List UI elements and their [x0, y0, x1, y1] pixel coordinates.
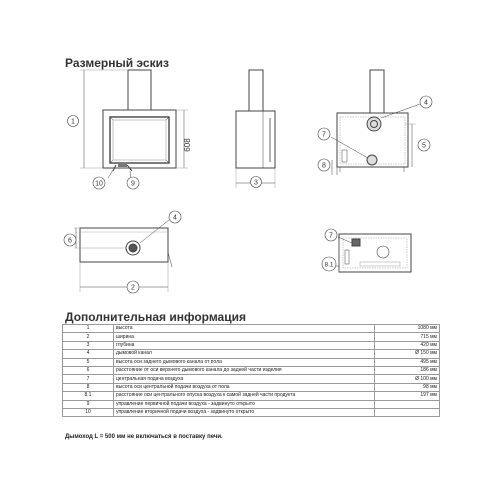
front-view — [80, 70, 188, 179]
row-label: расстояние оси центрального опуска воздуха к самой задней части продукта — [114, 392, 375, 400]
row-value: 715 мм — [375, 333, 440, 341]
callout-9 — [127, 177, 139, 189]
svg-text:8.1: 8.1 — [324, 261, 334, 269]
table-row — [63, 358, 440, 366]
row-value: Ø 100 мм — [375, 375, 440, 383]
table-row — [63, 333, 440, 341]
row-number: 5 — [63, 358, 114, 366]
row-number: 6 — [63, 366, 114, 374]
row-label: глубина — [114, 341, 375, 349]
table-row — [63, 383, 440, 391]
callout-3 — [251, 177, 262, 188]
table-row — [63, 408, 440, 416]
callout-8-1 — [322, 257, 336, 271]
callout-7-rear — [318, 128, 330, 140]
row-value: 186 мм — [375, 366, 440, 374]
svg-text:7: 7 — [329, 232, 333, 240]
svg-text:10: 10 — [95, 180, 103, 188]
row-label: ширина — [114, 333, 375, 341]
table-row — [63, 341, 440, 349]
row-value: 1080 мм — [375, 325, 440, 333]
spec-table — [62, 324, 440, 417]
svg-text:7: 7 — [322, 131, 326, 139]
footnote: Дымоход L = 500 мм не включаться в поставку печи. — [65, 434, 223, 440]
svg-text:8: 8 — [322, 162, 326, 170]
row-value: 495 мм — [375, 358, 440, 366]
svg-text:1: 1 — [71, 118, 75, 126]
svg-text:2: 2 — [131, 284, 135, 292]
row-value: 98 мм — [375, 383, 440, 391]
row-label: расстояние от оси верхнего дымового канала до задней части изделия — [114, 366, 375, 374]
row-label: высота — [114, 325, 375, 333]
svg-text:4: 4 — [424, 99, 428, 107]
row-number: 8.1 — [63, 392, 114, 400]
row-label: центральная подача воздуха — [114, 375, 375, 383]
callout-6 — [64, 234, 76, 246]
svg-text:5: 5 — [422, 142, 426, 150]
row-number: 7 — [63, 375, 114, 383]
row-value: 420 мм — [375, 341, 440, 349]
callout-7-bottom — [325, 229, 337, 241]
row-number: 3 — [63, 341, 114, 349]
side-view — [236, 70, 275, 188]
table-row — [63, 366, 440, 374]
callout-5 — [418, 139, 430, 151]
row-number: 2 — [63, 333, 114, 341]
top-view — [74, 220, 172, 292]
svg-text:3: 3 — [254, 179, 258, 187]
row-number: 4 — [63, 350, 114, 358]
info-title: Дополнительная информация — [65, 310, 246, 324]
dimension-608: 608 — [183, 138, 192, 152]
callout-8 — [318, 159, 330, 171]
callout-2 — [127, 281, 139, 293]
callout-10 — [93, 177, 105, 189]
svg-text:9: 9 — [131, 180, 135, 188]
svg-text:4: 4 — [173, 214, 177, 222]
row-value: 197 мм — [375, 392, 440, 400]
row-label: управление вторичной подачи воздуха - задвинуто открыто — [114, 408, 375, 416]
row-label: высота оси заднего дымового канала от пола — [114, 358, 375, 366]
row-value: Ø 150 мм — [375, 350, 440, 358]
row-number: 9 — [63, 400, 114, 408]
table-row — [63, 375, 440, 383]
callout-4-top — [169, 211, 181, 223]
row-label: управление первичной подачи воздуха - задвинуто открыто — [114, 400, 375, 408]
table-row — [63, 400, 440, 408]
rear-view — [331, 70, 420, 175]
table-row — [63, 350, 440, 358]
sketch-title: Размерный эскиз — [65, 56, 169, 70]
row-value — [375, 400, 440, 408]
row-label: дымовой канал — [114, 350, 375, 358]
callout-4 — [420, 96, 432, 108]
svg-text:6: 6 — [68, 237, 72, 245]
row-value — [375, 408, 440, 416]
row-label: высота оси центральной подачи воздуха от пола — [114, 383, 375, 391]
callout-1 — [68, 116, 79, 127]
bottom-view — [335, 234, 411, 272]
table-row — [63, 392, 440, 400]
table-row — [63, 325, 440, 333]
row-number: 1 — [63, 325, 114, 333]
row-number: 10 — [63, 408, 114, 416]
row-number: 8 — [63, 383, 114, 391]
